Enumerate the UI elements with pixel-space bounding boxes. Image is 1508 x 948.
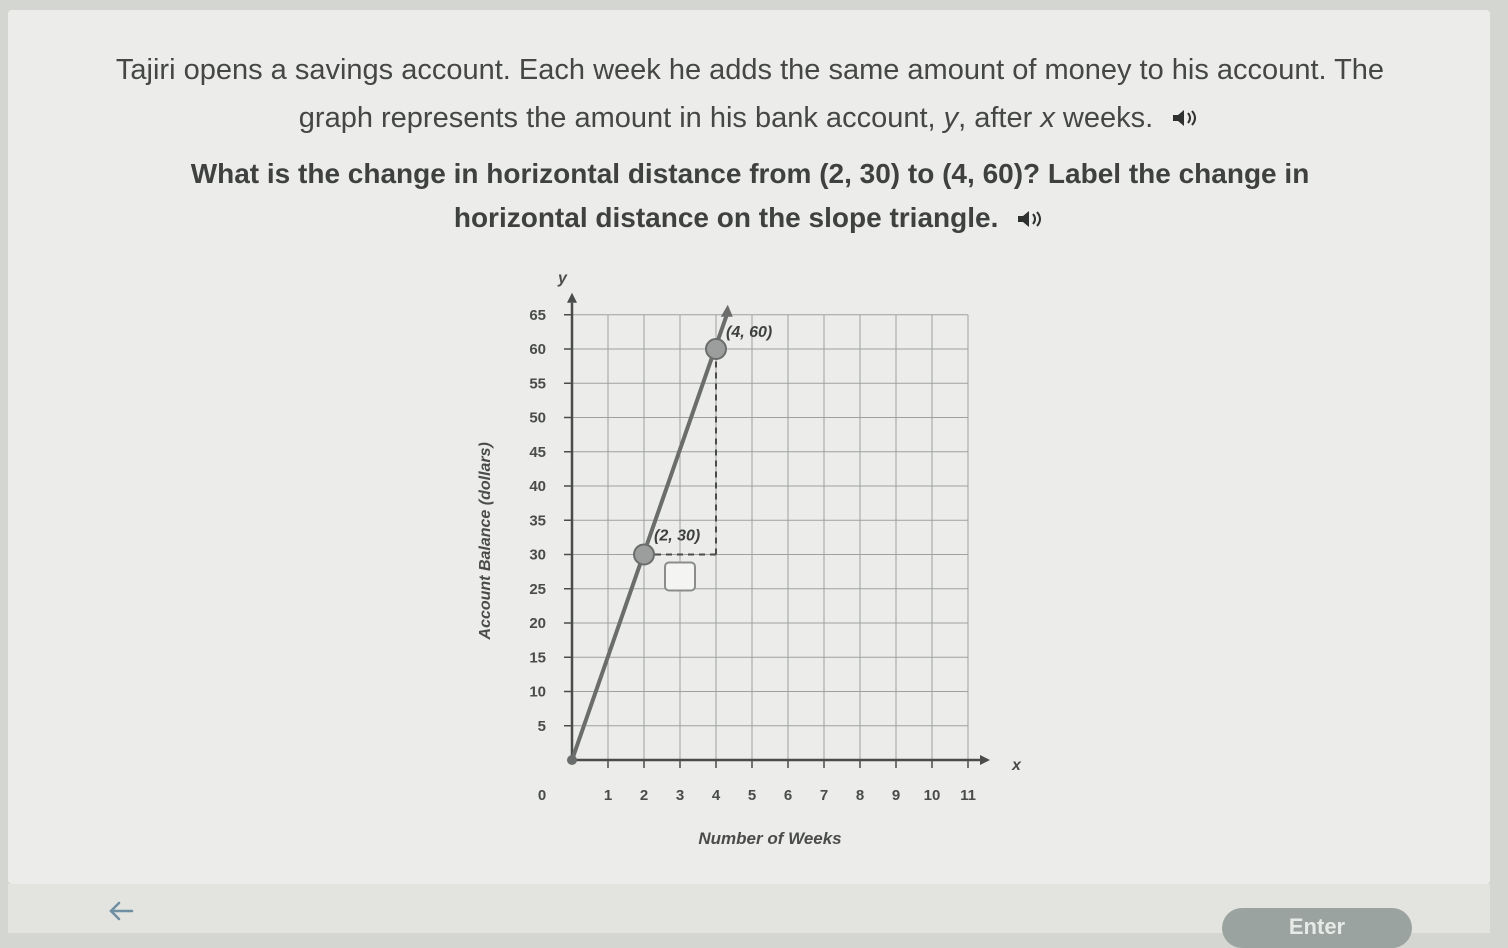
y-tick-label: 5 (537, 717, 546, 735)
x-tick-label: 9 (891, 787, 901, 804)
horizontal-change-input[interactable] (665, 563, 695, 591)
instruction-text (60, 152, 1440, 242)
y-axis-arrow (567, 293, 577, 303)
y-tick-label: 65 (529, 306, 546, 324)
y-tick-label: 10 (529, 683, 546, 701)
data-line (572, 315, 727, 760)
chart-svg (460, 255, 1020, 855)
y-axis-name: y (558, 269, 567, 287)
slope-graph (460, 255, 1020, 855)
instruction-line-2: horizontal distance on the slope triangle. (60, 196, 1440, 242)
y-tick-label: 25 (529, 580, 546, 598)
enter-button[interactable]: Enter (1222, 908, 1412, 948)
question-line-1: Tajiri opens a savings account. Each week he adds the same amount of money to his account. The (115, 54, 1385, 86)
question-text (60, 46, 1440, 143)
y-tick-label: 35 (529, 512, 546, 530)
y-tick-label: 55 (529, 375, 546, 393)
x-axis-name: x (1012, 757, 1021, 774)
x-tick-label: 0 (537, 787, 547, 804)
y-tick-label: 15 (529, 649, 546, 667)
x-axis-arrow (980, 755, 990, 765)
x-tick-label: 10 (923, 787, 941, 804)
x-tick-label: 5 (747, 787, 757, 804)
instruction-line-1: What is the change in horizontal distance from (2, 30) to (4, 60)? Label the change in (190, 158, 1310, 189)
x-tick-label: 4 (711, 787, 721, 804)
speaker-icon[interactable] (1016, 198, 1046, 242)
y-tick-label: 45 (529, 443, 546, 461)
y-tick-label: 30 (529, 546, 546, 564)
x-tick-label: 7 (819, 787, 829, 804)
x-tick-label: 8 (855, 787, 865, 804)
point-label: (2, 30) (654, 527, 701, 545)
speaker-icon[interactable] (1171, 95, 1201, 143)
x-tick-label: 1 (603, 787, 613, 804)
point-label: (4, 60) (726, 324, 773, 341)
y-tick-label: 60 (529, 341, 546, 358)
x-tick-label: 6 (783, 787, 793, 804)
left-arrow-icon (108, 900, 134, 922)
back-button[interactable] (104, 896, 138, 926)
data-point[interactable] (634, 545, 654, 565)
question-line-2: graph represents the amount in his bank account, y, after x weeks. (60, 94, 1440, 143)
x-tick-label: 2 (639, 787, 649, 804)
y-tick-label: 40 (529, 478, 546, 495)
origin-point (567, 755, 577, 765)
y-axis-label: Account Balance (dollars) (477, 442, 494, 640)
x-tick-label: 11 (960, 787, 976, 804)
x-axis-label: Number of Weeks (698, 829, 842, 848)
y-tick-label: 50 (529, 409, 546, 427)
data-point[interactable] (706, 339, 726, 359)
data-line-arrow (721, 305, 733, 317)
x-tick-label: 3 (675, 787, 685, 804)
y-tick-label: 20 (529, 615, 546, 632)
